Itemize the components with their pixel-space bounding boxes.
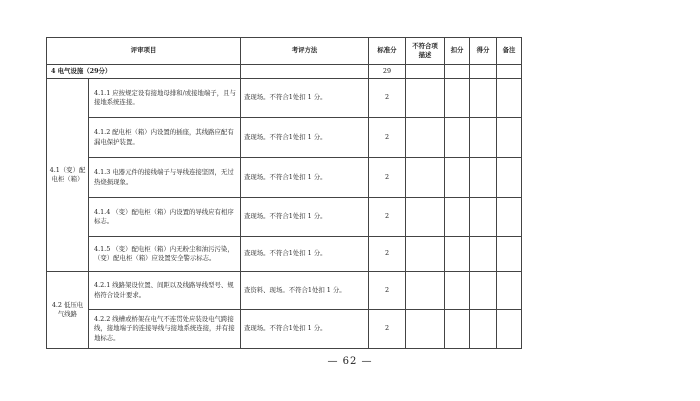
section-method-cell xyxy=(241,65,369,79)
table-row xyxy=(47,79,522,118)
score-cell: 2 xyxy=(369,237,406,272)
method-cell: 查现场。不符合1处扣 1 分。 xyxy=(241,158,369,198)
table-row xyxy=(47,272,522,310)
section-score: 29 xyxy=(369,65,406,79)
item-cell: 4.1.4 （变）配电柜（箱）内设置的导线应有相序标志。 xyxy=(89,198,241,237)
item-cell: 4.1.3 电器元件的接线端子与导线连接坚固，无过热烧损现象。 xyxy=(89,158,241,198)
audit-table xyxy=(46,37,522,349)
table-row xyxy=(47,237,522,272)
header-nonconform: 不符合项描述 xyxy=(406,38,445,65)
header-item: 评审项目 xyxy=(47,38,241,65)
header-standard: 标准分 xyxy=(369,38,406,65)
page-number: — 62 — xyxy=(327,356,373,367)
header-remark: 备注 xyxy=(497,38,522,65)
table-row xyxy=(47,118,522,158)
method-cell: 查资料、现场。不符合1处扣 1 分。 xyxy=(241,272,369,310)
score-cell: 2 xyxy=(369,272,406,310)
table-row xyxy=(47,158,522,198)
method-cell: 查现场。不符合1处扣 1 分。 xyxy=(241,79,369,118)
score-cell: 2 xyxy=(369,118,406,158)
header-method: 考评方法 xyxy=(241,38,369,65)
score-cell: 2 xyxy=(369,198,406,237)
method-cell: 查现场。不符合1处扣 1 分。 xyxy=(241,198,369,237)
item-cell: 4.1.5 （变）配电柜（箱）内无粉尘和油污污染，（变）配电柜（箱）应设置安全警示标志。 xyxy=(89,237,241,272)
item-cell: 4.2.1 线路架设位置、间距以及线路导线型号、规格符合设计要求。 xyxy=(89,272,241,310)
item-cell: 4.1.2 配电柜（箱）内设置的插座，其线路应配有漏电保护装置。 xyxy=(89,118,241,158)
item-cell: 4.1.1 应按规定设有接地母排和/或接地端子，且与接地系统连接。 xyxy=(89,79,241,118)
section-title: 4 电气设施（29分） xyxy=(47,65,241,79)
method-cell: 查现场。不符合1处扣 1 分。 xyxy=(241,237,369,272)
score-cell: 2 xyxy=(369,158,406,198)
header-deduct: 扣分 xyxy=(445,38,470,65)
score-cell: 2 xyxy=(369,310,406,349)
method-cell: 查现场。不符合1处扣 1 分。 xyxy=(241,118,369,158)
group-label: 4.2 低压电气线路 xyxy=(47,272,89,349)
table-row xyxy=(47,310,522,349)
header-row xyxy=(47,38,522,65)
method-cell: 查现场。不符合1处扣 1 分。 xyxy=(241,310,369,349)
table-row xyxy=(47,198,522,237)
group-label: 4.1（变）配电柜（箱） xyxy=(47,79,89,272)
section-row xyxy=(47,65,522,79)
score-cell: 2 xyxy=(369,79,406,118)
item-cell: 4.2.2 线槽或桥架在电气不连贯处应装设电气跨接线，接地端子的连接导线与接地系统连接，并有接地标志。 xyxy=(89,310,241,349)
header-score: 得分 xyxy=(470,38,497,65)
